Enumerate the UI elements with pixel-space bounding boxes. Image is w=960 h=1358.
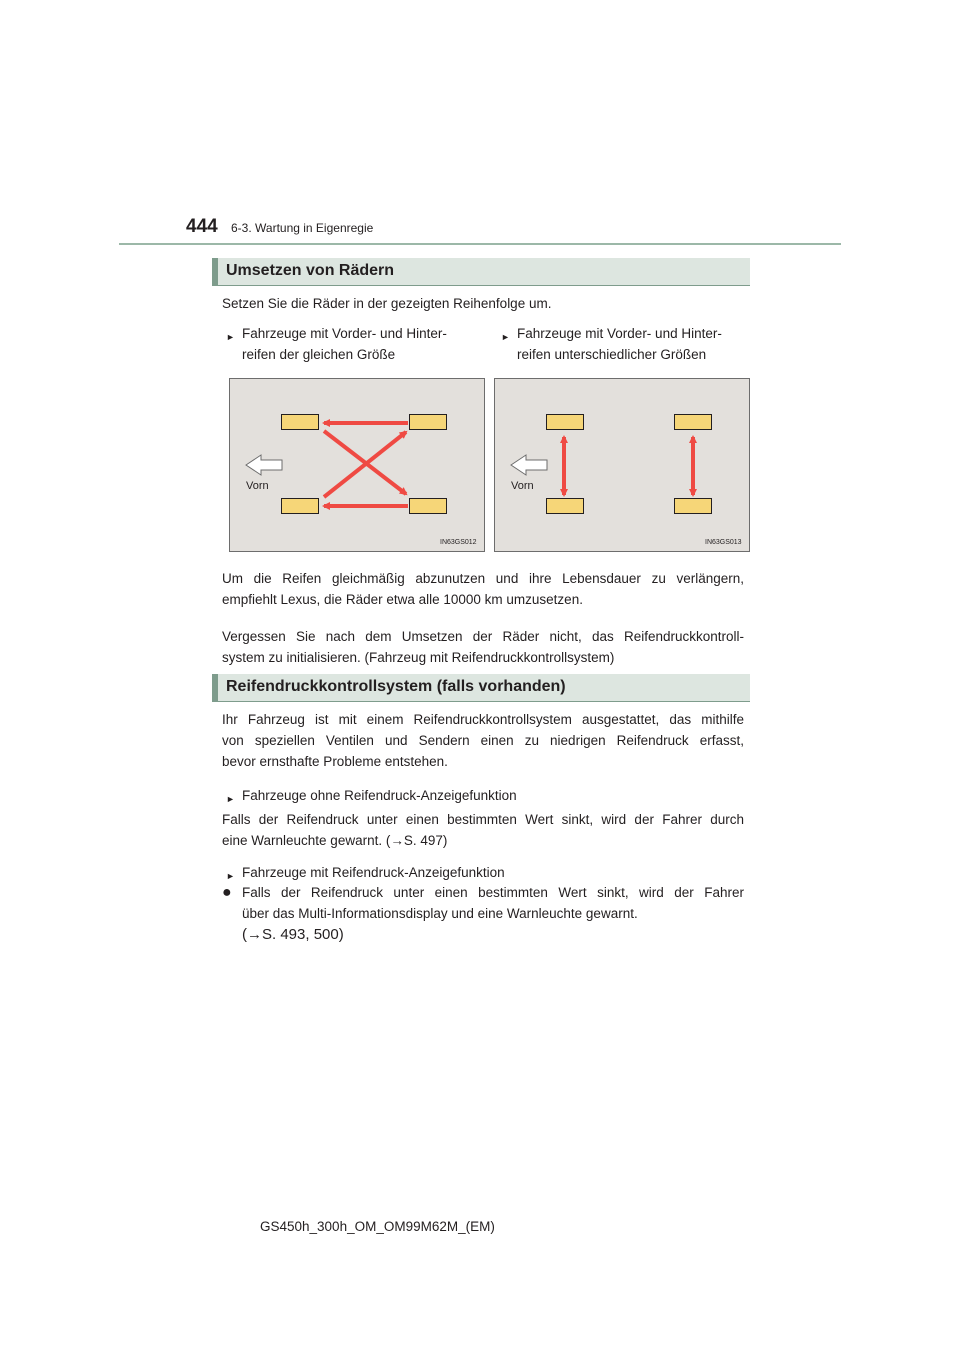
initialize-paragraph: Vergessen Sie nach dem Umsetzen der Räder nicht, das Reifendruckkontroll- system zu initialisieren. (Fahrzeug mit Reifendruckkontrollsystem) — [222, 629, 744, 665]
triangle-bullet-icon: ► — [226, 794, 235, 804]
triangle-bullet-icon: ► — [226, 871, 235, 881]
item1-text: Falls der Reifendruck unter einen bestimmten Wert sinkt, wird der Fahrer durch eine Warnleuchte gewarnt. (→S. 497) — [222, 812, 744, 848]
header-rule — [119, 243, 841, 245]
triangle-bullet-icon: ► — [501, 332, 510, 342]
figure-id: IN63GS013 — [705, 539, 742, 546]
front-arrow-icon — [511, 455, 547, 475]
figure-same-size-rotation — [229, 378, 485, 552]
tire-rear-left — [409, 414, 447, 430]
figure-different-size-rotation — [494, 378, 750, 552]
caption-left-line2: reifen der gleichen Größe — [242, 347, 396, 362]
section-title-bar-tpms — [212, 674, 750, 702]
rotation-paragraph: Um die Reifen gleichmäßig abzunutzen und ihre Lebensdauer zu verlängern, empfiehlt Lexus, die Räder etwa alle 10000 km umzusetzen. — [222, 571, 744, 607]
section-header: 6-3. Wartung in Eigenregie — [231, 221, 374, 235]
front-label: Vorn — [511, 480, 534, 492]
model-code-footer: GS450h_300h_OM_OM99M62M_(EM) — [260, 1219, 495, 1234]
section-title: Umsetzen von Rädern — [226, 262, 395, 279]
front-arrow-icon — [246, 455, 282, 475]
rotation-diagram-cross — [230, 379, 484, 551]
page-number: 444 — [186, 216, 218, 237]
rotation-diagram-vertical — [495, 379, 749, 551]
tire-front-right — [281, 498, 319, 514]
section-title: Reifendruckkontrollsystem (falls vorhanden) — [226, 678, 566, 695]
figure-id: IN63GS012 — [440, 539, 477, 546]
tire-front-right — [546, 498, 584, 514]
section-title-bar-rotation — [212, 258, 750, 286]
caption-left-line1: Fahrzeuge mit Vorder- und Hinter- — [242, 326, 447, 341]
front-label: Vorn — [246, 480, 269, 492]
tire-rear-left — [674, 414, 712, 430]
tire-rear-right — [409, 498, 447, 514]
tire-rear-right — [674, 498, 712, 514]
caption-right-line1: Fahrzeuge mit Vorder- und Hinter- — [517, 326, 722, 341]
triangle-bullet-icon: ► — [226, 332, 235, 342]
bullet-dot-icon: ● — [222, 884, 232, 901]
tire-front-left — [546, 414, 584, 430]
caption-right-line2: reifen unterschiedlicher Größen — [517, 347, 707, 362]
intro-paragraph: Setzen Sie die Räder in der gezeigten Reihenfolge um. — [222, 296, 552, 311]
tpms-intro-paragraph: Ihr Fahrzeug ist mit einem Reifendruckkontrollsystem ausgestattet, das mithilfe von speziellen Ventilen und Sendern einen zu niedrigen Reifendruck erfasst, bevor ernsthafte Probleme entstehen. — [222, 712, 744, 769]
tire-front-left — [281, 414, 319, 430]
